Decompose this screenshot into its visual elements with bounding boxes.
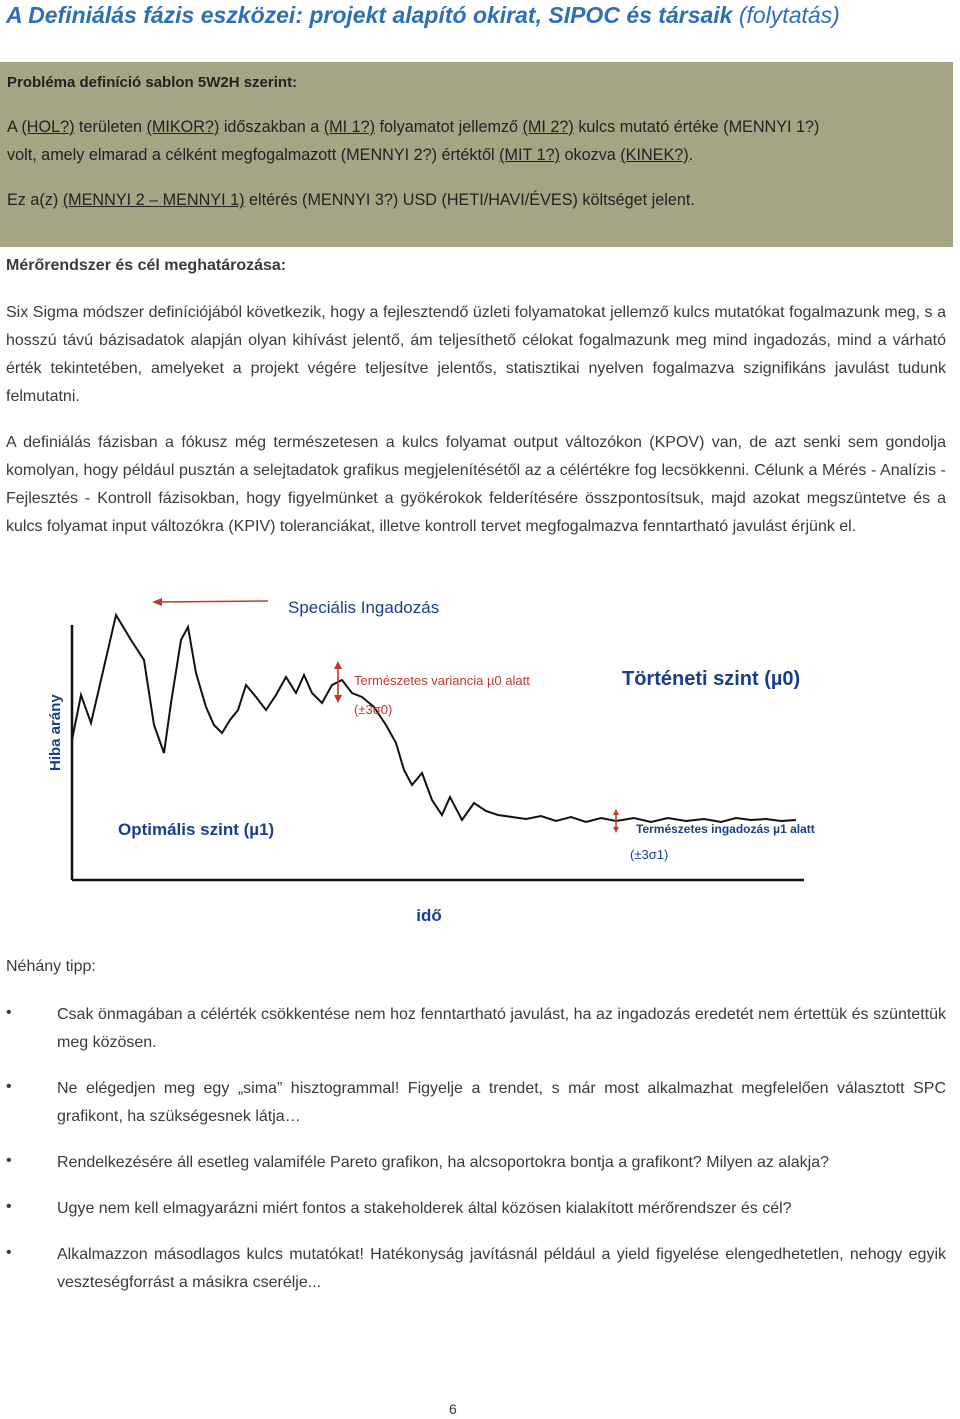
placeholder-hol: (HOL?) [21,118,75,136]
placeholder-diff: (MENNYI 2 – MENNYI 1) [62,191,245,209]
bullet-icon: • [6,1078,12,1095]
template-line-3 [7,191,695,210]
tip-item: Rendelkezésére áll esetleg valamiféle Pareto grafikon, ha alcsoportokra bontja a grafikont? Milyen az alakja? [57,1154,829,1171]
template-heading: Probléma definíció sablon 5W2H szerint: [7,74,298,91]
label-natural-mu0: Természetes variancia µ0 alatt [354,673,530,688]
template-line-1 [7,118,819,137]
paragraph-1: Six Sigma módszer definíciójából következik, hogy a fejlesztendő üzleti folyamatokat jellemző kulcs mutatókat fogalmazunk meg, s a hosszú távú bázisadatok alapján olyan kihívást jelentő, ám teljesíthető célokat fogalmazunk meg mind ingadozás, mind a várható érték tekintetében, amelyeket a projekt végére teljesítve jelentős, statisztikai nyelven fogalmazva szignifikáns javulást tudunk felmutatni. [6,304,946,405]
bullet-icon: • [6,1152,12,1169]
page-title-main: A Definiálás fázis eszközei: projekt alapító okirat, SIPOC és társaik [6,2,733,28]
tip-item: Csak önmagában a célérték csökkentése nem hoz fenntartható javulást, ha az ingadozás eredetét nem értettük és szüntettük meg közösen. [57,1006,946,1051]
placeholder-mi1: (MI 1?) [323,118,375,136]
placeholder-mi2: (MI 2?) [522,118,574,136]
page-number: 6 [449,1401,457,1417]
page-title [6,0,956,30]
x-axis-label: idő [416,906,442,925]
text: kulcs mutató értéke (MENNYI 1?) [573,118,820,136]
bullet-icon: • [6,1244,12,1261]
tips-heading: Néhány tipp: [6,958,96,975]
text: volt, amely elmarad a célként megfogalmazott (MENNYI 2?) értéktől [7,146,500,164]
tip-item: Ne elégedjen meg egy „sima” hisztogrammal! Figyelje a trendet, s már most alkalmazhat megfelelően választott SPC grafikont, ha szükségesnek látja… [57,1080,946,1125]
arrow-head [613,827,619,833]
bullet-icon: • [6,1198,12,1215]
text: időszakban a [219,118,324,136]
placeholder-kinek: (KINEK?) [620,146,689,164]
variation-chart [36,585,826,930]
text: Ez a(z) [7,191,63,209]
tip-item: Ugye nem kell elmagyarázni miért fontos a stakeholderek által közösen kialakított mérőrendszer és cél? [57,1200,792,1217]
label-sigma1: (±3σ1) [630,847,669,862]
paragraph-2: A definiálás fázisban a fókusz még természetesen a kulcs folyamat output változókon (KPOV) van, de azt senki sem gondolja komolyan, hogy például pusztán a selejtadatok grafikus megjelenítésétől az a célértékre fog lecsökkenni. Célunk a Mérés - Analízis - Fejlesztés - Kontroll fázisokban, hogy figyelmünket a gyökérokok felderítésére összpontosítsuk, majd azokat megszüntetve és a kulcs folyamat input változókra (KPIV) toleranciákat, illetve kontroll tervet megfogalmazva fenntartható javulást érjünk el. [6,434,946,535]
y-axis-label: Hiba arány [47,694,64,771]
special-arrow-line [158,601,268,602]
page-title-continued: (folytatás) [738,2,840,28]
arrow-head [334,661,342,669]
label-natural-mu1: Természetes ingadozás µ1 alatt [636,822,815,836]
arrow-head [152,598,162,606]
placeholder-mikor: (MIKOR?) [146,118,220,136]
tip-item: Alkalmazzon másodlagos kulcs mutatókat! Hatékonyság javításnál például a yield figyelése elengedhetetlen, nehogy egyik veszteségforrást a másikra cserélje... [57,1246,946,1291]
arrow-head [334,695,342,703]
template-line-2 [7,146,693,165]
text: . [688,146,694,164]
text: eltérés (MENNYI 3?) USD (HETI/HAVI/ÉVES) költséget jelent. [244,191,695,209]
section-heading: Mérőrendszer és cél meghatározása: [6,257,287,274]
label-special-variation: Speciális Ingadozás [288,598,440,617]
label-historical-level: Történeti szint (µ0) [622,668,801,690]
arrow-head [613,809,619,815]
trend-line [72,615,796,822]
label-optimal-level: Optimális szint (µ1) [118,820,275,839]
bullet-icon: • [6,1004,12,1021]
text: okozva [560,146,621,164]
placeholder-mit1: (MIT 1?) [499,146,560,164]
text: területen [74,118,147,136]
text: folyamatot jellemző [375,118,523,136]
problem-definition-template [0,62,953,247]
text: A [7,118,22,136]
label-sigma0: (±3σ0) [354,702,393,717]
